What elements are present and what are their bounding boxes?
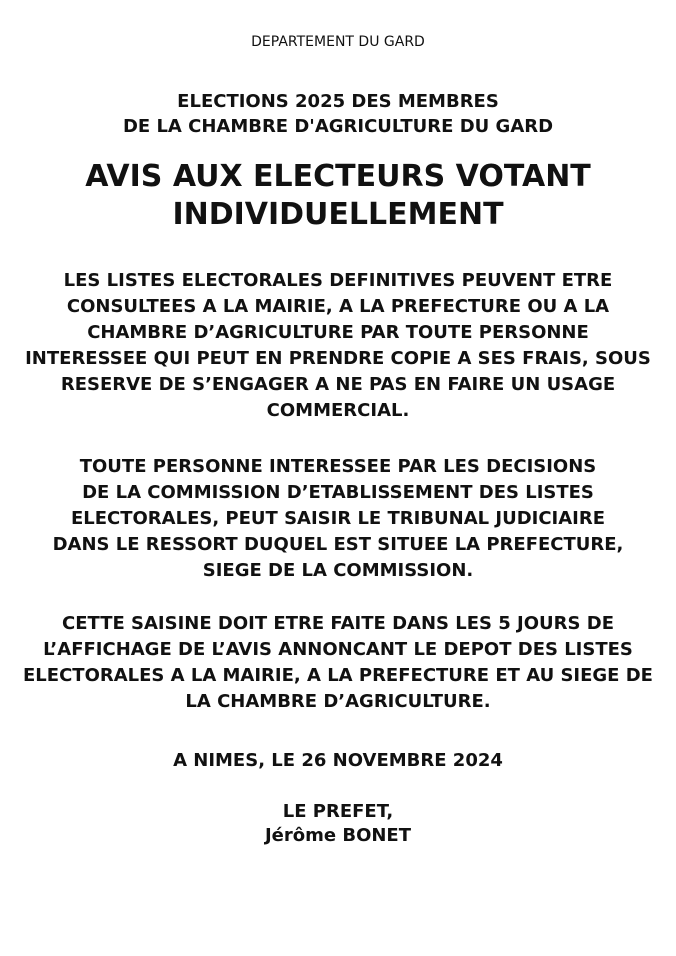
notice-title-line-2: INDIVIDUELLEMENT: [172, 197, 504, 232]
paragraph-line: SIEGE DE LA COMMISSION.: [202, 560, 474, 581]
paragraph-line: CONSULTEES A LA MAIRIE, A LA PREFECTURE OU A LA: [66, 296, 610, 317]
place-and-date: A NIMES, LE 26 NOVEMBRE 2024: [173, 750, 503, 771]
paragraph-line: CETTE SAISINE DOIT ETRE FAITE DANS LES 5 JOURS DE: [62, 613, 614, 634]
paragraph-line: DANS LE RESSORT DUQUEL EST SITUEE LA PREFECTURE,: [52, 534, 624, 555]
signatory-role: LE PREFET,: [282, 801, 394, 822]
elections-heading: [0, 89, 676, 139]
paragraph-line: COMMERCIAL.: [266, 400, 410, 421]
elections-line-1: ELECTIONS 2025 DES MEMBRES: [177, 91, 499, 112]
date-line: [0, 749, 676, 773]
paragraph-electoral-lists: [0, 268, 676, 424]
department-heading: [0, 33, 676, 51]
notice-title-line-1: AVIS AUX ELECTEURS VOTANT: [85, 159, 591, 194]
paragraph-line: ELECTORALES A LA MAIRIE, A LA PREFECTURE ET AU SIEGE DE: [23, 665, 653, 686]
paragraph-line: LES LISTES ELECTORALES DEFINITIVES PEUVENT ETRE: [63, 270, 613, 291]
paragraph-deadline: [0, 611, 676, 715]
paragraph-line: INTERESSEE QUI PEUT EN PRENDRE COPIE A SES FRAIS, SOUS: [25, 348, 651, 369]
signature-block: [0, 800, 676, 848]
paragraph-line: LA CHAMBRE D’AGRICULTURE.: [185, 691, 491, 712]
paragraph-commission-decisions: [0, 454, 676, 584]
department-name: DEPARTEMENT DU GARD: [251, 34, 425, 50]
signatory-name: Jérôme BONET: [264, 825, 412, 846]
paragraph-line: CHAMBRE D’AGRICULTURE PAR TOUTE PERSONNE: [87, 322, 589, 343]
elections-line-2: DE LA CHAMBRE D'AGRICULTURE DU GARD: [122, 116, 554, 137]
paragraph-line: TOUTE PERSONNE INTERESSEE PAR LES DECISIONS: [79, 456, 597, 477]
notice-title: [0, 158, 676, 234]
paragraph-line: L’AFFICHAGE DE L’AVIS ANNONCANT LE DEPOT DES LISTES: [43, 639, 633, 660]
paragraph-line: DE LA COMMISSION D’ETABLISSEMENT DES LISTES: [82, 482, 594, 503]
paragraph-line: RESERVE DE S’ENGAGER A NE PAS EN FAIRE UN USAGE: [60, 374, 616, 395]
paragraph-line: ELECTORALES, PEUT SAISIR LE TRIBUNAL JUDICIAIRE: [70, 508, 606, 529]
